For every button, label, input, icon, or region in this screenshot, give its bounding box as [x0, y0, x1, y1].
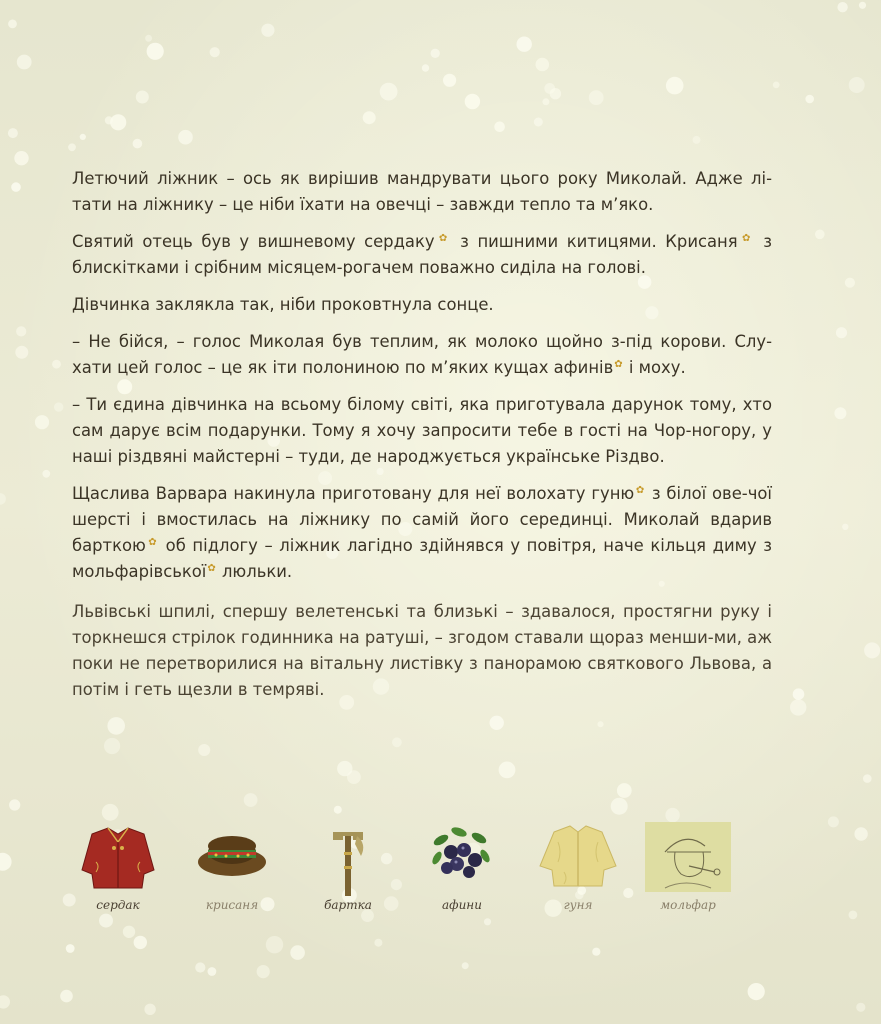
- story-paragraph: [72, 481, 772, 585]
- glossary-label: сердак: [96, 898, 140, 912]
- paragraph-text: і моху.: [623, 358, 686, 377]
- snow-dot: [837, 2, 847, 12]
- snow-dot: [374, 939, 382, 947]
- snow-dot: [849, 77, 865, 93]
- snow-dot: [793, 688, 805, 700]
- snow-dot: [592, 948, 600, 956]
- snow-dot: [589, 90, 604, 105]
- snow-dot: [261, 24, 274, 37]
- snow-dot: [465, 94, 480, 109]
- paragraph-text: люльки.: [216, 562, 293, 581]
- glossary-label: бартка: [324, 898, 372, 912]
- snow-dot: [178, 130, 193, 145]
- snow-dot: [107, 717, 125, 735]
- snow-dot: [842, 524, 848, 530]
- glossary-illustrations: [50, 820, 790, 920]
- snow-dot: [54, 402, 63, 411]
- snow-dot: [0, 853, 12, 871]
- snow-dot: [499, 762, 516, 779]
- snow-dot: [147, 43, 164, 60]
- snow-dot: [195, 962, 205, 972]
- snow-dot: [856, 1003, 865, 1012]
- glossary-item-bartka: [288, 820, 408, 920]
- snow-dot: [16, 326, 26, 336]
- snow-dot: [17, 55, 32, 70]
- footnote-star-icon: ✿: [146, 536, 159, 548]
- story-paragraph: [72, 392, 772, 470]
- paragraph-text: – Ти єдина дівчинка на всьому білому світі, яка приготувала дарунок тому, хто сам дарує всім подарунки. Тому я хочу запросити тебе в гості на Чор-ногору, у наші різдвяні майстерні – туди, де народжується українське Різдво.: [72, 395, 772, 466]
- glossary-label: афини: [442, 898, 482, 912]
- snow-dot: [337, 761, 352, 776]
- snow-dot: [145, 35, 152, 42]
- footnote-star-icon: ✿: [635, 484, 645, 496]
- story-paragraph: [72, 229, 772, 281]
- snow-dot: [611, 798, 628, 815]
- snow-dot: [666, 77, 684, 95]
- glossary-item-krysania: [172, 820, 292, 920]
- snow-dot: [431, 49, 440, 58]
- snow-dot: [123, 926, 135, 938]
- snow-dot: [208, 967, 217, 976]
- snow-dot: [828, 816, 839, 827]
- snow-dot: [14, 151, 28, 165]
- serdak-jacket-icon: [78, 822, 158, 894]
- molfar-sketch-icon: [645, 822, 731, 892]
- snow-dot: [536, 58, 550, 72]
- story-paragraph: [72, 292, 772, 318]
- snow-dot: [35, 415, 49, 429]
- snow-dot: [102, 804, 119, 821]
- snow-dot: [443, 74, 456, 87]
- glossary-item-hunia: [518, 820, 638, 920]
- snow-dot: [462, 962, 469, 969]
- snow-dot: [617, 783, 632, 798]
- snow-dot: [334, 806, 342, 814]
- story-paragraph: [72, 166, 772, 218]
- snow-dot: [52, 360, 61, 369]
- snow-dot: [597, 721, 603, 727]
- snow-dot: [42, 470, 50, 478]
- snow-dot: [144, 1004, 155, 1015]
- snow-dot: [805, 95, 814, 104]
- snow-dot: [550, 88, 561, 99]
- snow-dot: [859, 2, 866, 9]
- snow-dot: [494, 122, 505, 133]
- snow-dot: [266, 936, 283, 953]
- snow-dot: [210, 47, 220, 57]
- snow-dot: [773, 82, 780, 89]
- snow-dot: [66, 944, 75, 953]
- snow-dot: [863, 774, 872, 783]
- footnote-star-icon: ✿: [435, 232, 451, 244]
- paragraph-text: Летючий ліжник – ось як вирішив мандрувати цього року Миколай. Адже лі-тати на ліжнику – це ніби їхати на овечці – завжди тепло та м’яко.: [72, 169, 772, 214]
- story-paragraph: [72, 599, 772, 703]
- snow-dot: [815, 230, 825, 240]
- snow-dot: [60, 990, 73, 1003]
- glossary-item-molfar: [628, 820, 748, 920]
- snow-dot: [392, 737, 402, 747]
- snow-dot: [15, 346, 28, 359]
- paragraph-text: з білої ове-чої шерсті і вмостилась на ліжнику по самій його серединці. Миколай вдарив барткою: [72, 484, 772, 555]
- snow-dot: [380, 83, 398, 101]
- glossary-label: мольфар: [660, 898, 716, 912]
- glossary-item-serdak: [58, 820, 178, 920]
- paragraph-text: Дівчинка заклякла так, ніби проковтнула сонце.: [72, 295, 494, 314]
- snow-dot: [790, 699, 806, 715]
- snow-dot: [542, 98, 549, 105]
- snow-dot: [534, 118, 543, 127]
- snow-dot: [422, 64, 429, 71]
- snow-dot: [864, 642, 880, 658]
- paragraph-text: з пишними китицями. Крисаня: [451, 232, 738, 251]
- snow-dot: [0, 995, 10, 1008]
- snow-dot: [244, 793, 258, 807]
- footnote-star-icon: ✿: [614, 358, 623, 370]
- snow-dot: [836, 327, 847, 338]
- bartka-axe-icon: [323, 822, 373, 898]
- snow-dot: [134, 936, 147, 949]
- paragraph-text: з блискітками і срібним місяцем-рогачем поважно сиділа на голові.: [72, 232, 772, 277]
- snow-dot: [257, 965, 270, 978]
- snow-dot: [8, 20, 17, 29]
- snow-dot: [748, 983, 765, 1000]
- footnote-star-icon: ✿: [207, 562, 216, 574]
- paragraph-text: Святий отець був у вишневому сердаку: [72, 232, 435, 251]
- snow-dot: [68, 143, 76, 151]
- story-paragraph: [72, 329, 772, 381]
- paragraph-text: – Не бійся, – голос Миколая був теплим, як молоко щойно з-під корови. Слу-хати цей голос – це як іти полониною по м’яких кущах афинів: [72, 332, 772, 377]
- hunia-coat-icon: [536, 822, 620, 890]
- snow-dot: [693, 136, 701, 144]
- paragraph-text: Щаслива Варвара накинула приготовану для неї волохату гуню: [72, 484, 635, 503]
- glossary-item-afyny: [402, 820, 522, 920]
- snow-dot: [363, 111, 376, 124]
- blueberries-icon: [427, 822, 497, 886]
- snow-dot: [105, 116, 113, 124]
- glossary-label: крисаня: [205, 898, 259, 912]
- snow-dot: [290, 945, 305, 960]
- paragraph-text: Львівські шпилі, спершу велетенські та близькі – здавалося, простягни руку і торкнешся стрілок годинника на ратуші, – згодом ставали щораз менши-ми, аж поки не перетворилися на вітальну листівку з панорамою святкового Львова, а потім і геть щезли в темряві.: [72, 602, 772, 699]
- footnote-star-icon: ✿: [738, 232, 754, 244]
- paragraph-text: об підлогу – ліжник лагідно здійнявся у повітря, наче кільця диму з мольфарівської: [72, 536, 772, 581]
- snow-dot: [845, 278, 855, 288]
- snow-dot: [0, 493, 6, 505]
- krysania-hat-icon: [194, 822, 270, 886]
- snow-dot: [9, 799, 20, 810]
- snow-dot: [11, 182, 21, 192]
- snow-dot: [8, 128, 18, 138]
- snow-dot: [104, 738, 120, 754]
- snow-dot: [80, 134, 86, 140]
- snow-dot: [198, 744, 210, 756]
- snow-dot: [517, 37, 532, 52]
- snow-dot: [490, 716, 504, 730]
- story-text: [72, 166, 772, 714]
- glossary-label: гуня: [563, 898, 593, 912]
- snow-dot: [834, 407, 846, 419]
- snow-dot: [136, 91, 149, 104]
- snow-dot: [849, 911, 858, 920]
- snow-dot: [133, 139, 143, 149]
- snow-dot: [854, 827, 867, 840]
